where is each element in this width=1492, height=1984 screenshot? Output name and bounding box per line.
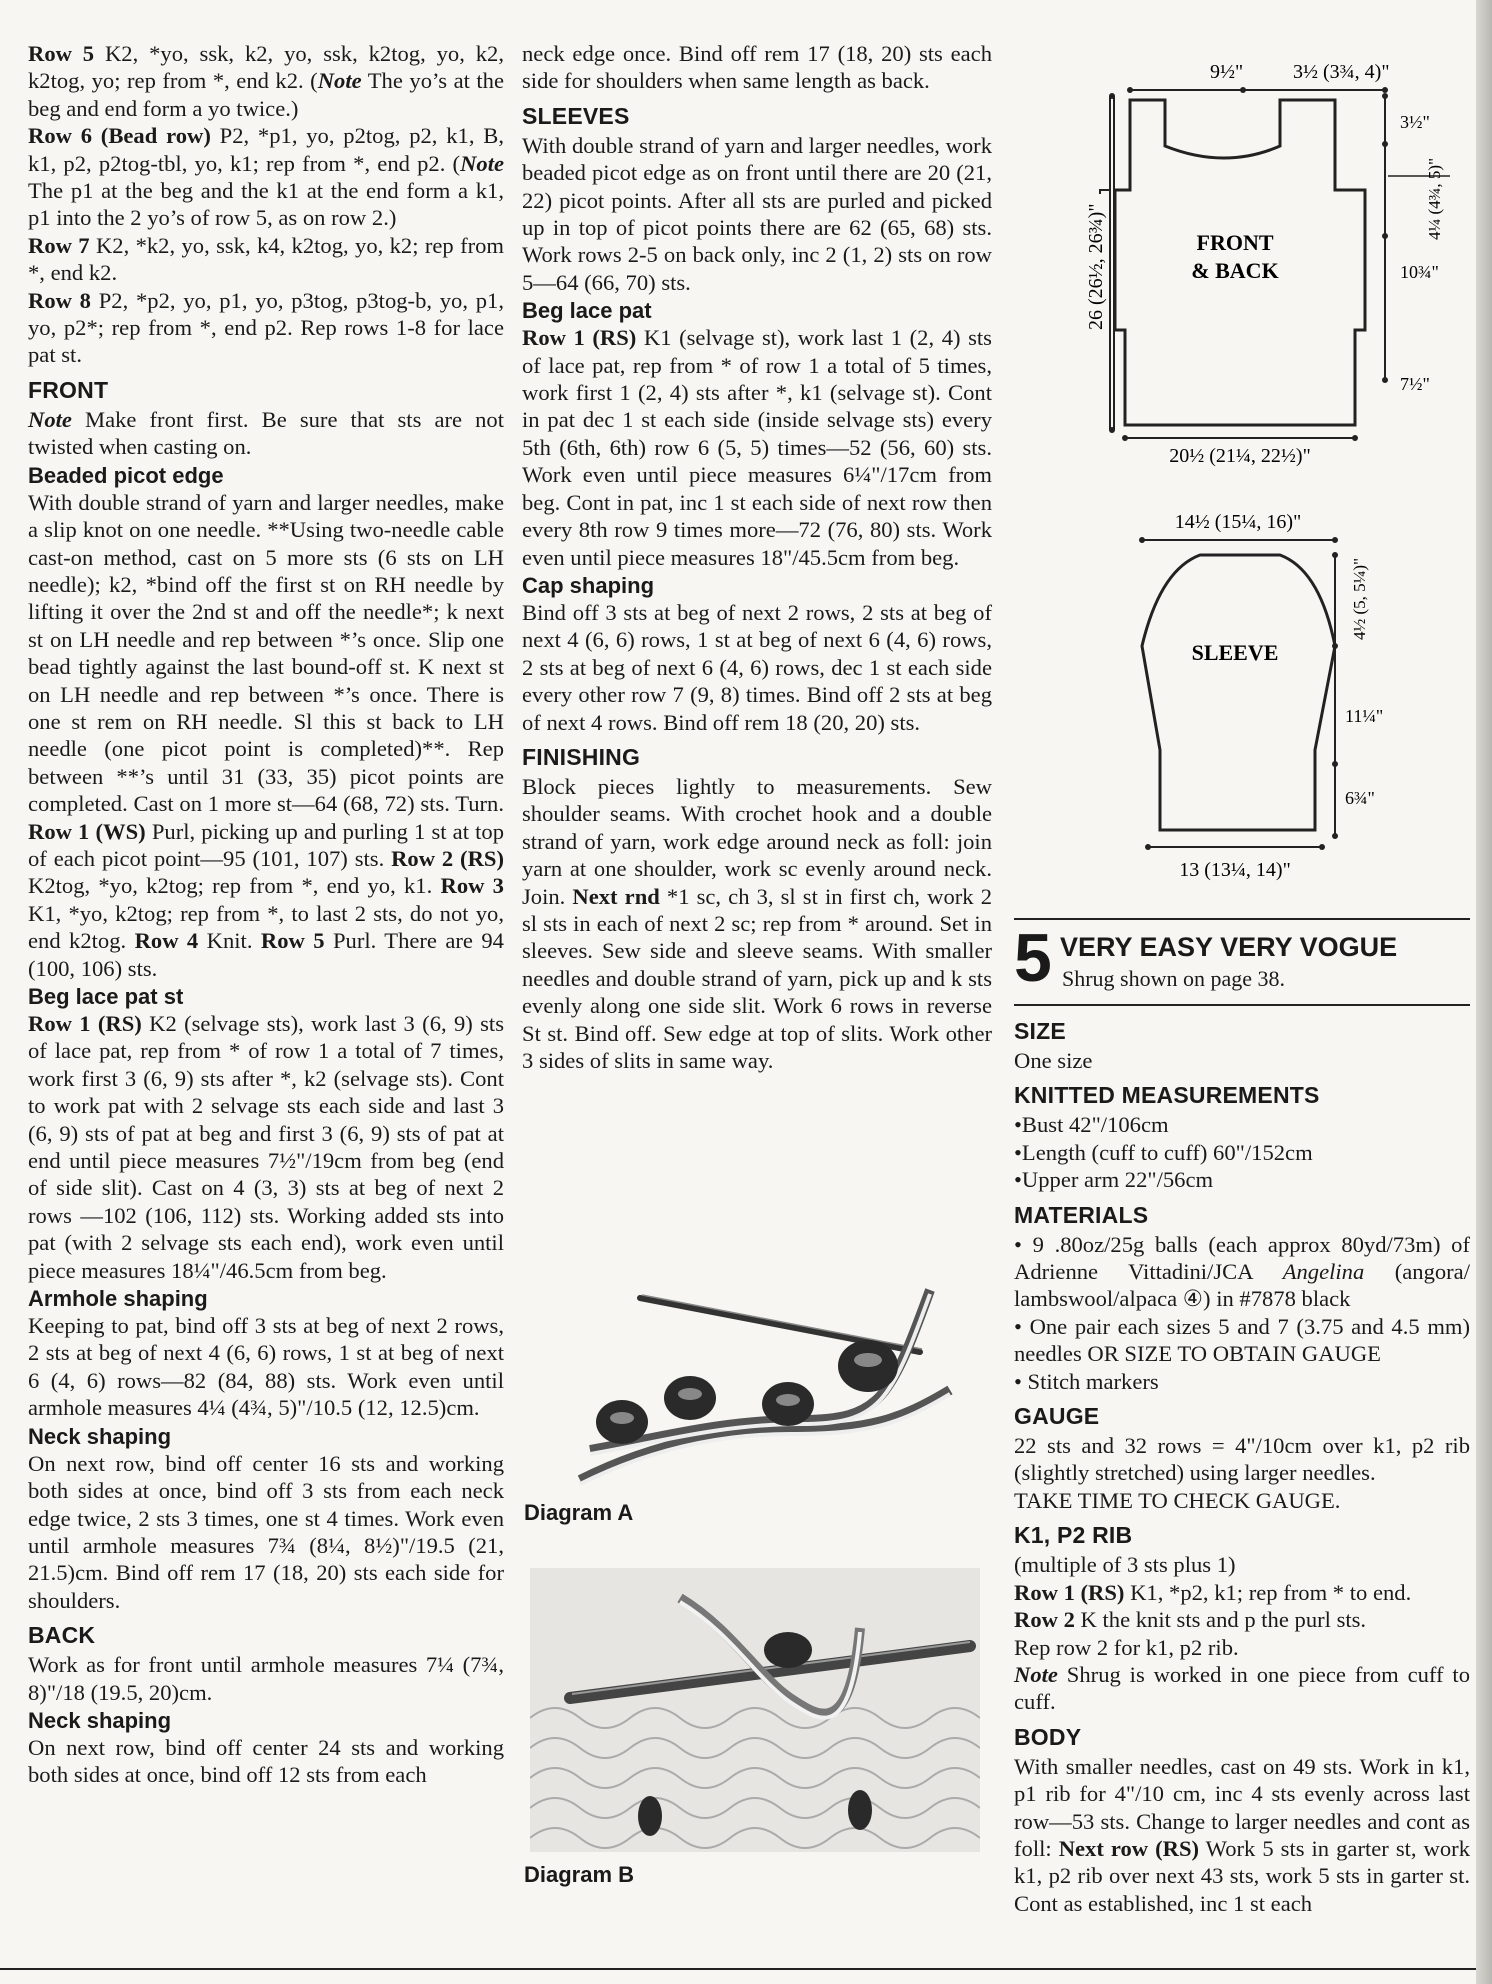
size-text: One size (1014, 1048, 1093, 1073)
column-2 (522, 40, 992, 1074)
front-heading: FRONT (28, 376, 109, 403)
measurement-length: •Length (cuff to cuff) 60"/152cm (1014, 1139, 1313, 1165)
cap-paragraph: Bind off 3 sts at beg of next 2 rows, 2 sts at beg of next 4 (6, 6) rows, 1 st at beg of next 6 (4, 6) rows, 2 sts at beg of next 6 (4, 6) rows, dec 1 st each side every other row 7 (9, 8) times. Bind off 2 sts at beg of next 4 rows. Bind off rem 18 (20, 20) sts. (522, 599, 992, 735)
sleeves-paragraph: With double strand of yarn and larger needles, work beaded picot edge as on front until there are 20 (21, 22) picot points. After all sts are purled and picked up in top of picot points there are 62 (65, 68) sts. Work rows 2-5 on back only, inc 2 (1, 2) sts on row 5—64 (66, 70) sts. (522, 132, 992, 295)
picot-heading: Beaded picot edge (28, 462, 224, 488)
rib-multiple: (multiple of 3 sts plus 1) (1014, 1552, 1236, 1578)
fb-label-2: & BACK (1191, 258, 1279, 283)
front-note: Note Make front first. Be sure that sts are not twisted when casting on. (28, 406, 504, 460)
diagram-a-label: Diagram A (524, 1500, 634, 1525)
material-yarn: • 9 .80oz/25g balls (each approx 80yd/73m) of Adrienne Vittadini/JCA Angelina (angora/ lambswool/alpaca ④) in #7878 black (1014, 1231, 1470, 1312)
diagram-b-background (530, 1568, 980, 1852)
rib-heading: K1, P2 RIB (1014, 1522, 1133, 1549)
sleeve-schematic (1139, 511, 1383, 881)
beg-lace-paragraph: Row 1 (RS) K2 (selvage sts), work last 3 (6, 9) sts of lace pat, rep from * of row 1 a total of 7 times, work first 3 (6, 9) sts after *, k2 (selvage sts). Cont to work pat with 2 selvage sts each side and last 3 (6, 9) sts of pat at beg and first 3 (6, 9) sts of pat at end until piece measures 7½"/19cm from beg (end of side slit). Cast on 4 (3, 3) sts at beg of next 2 rows —102 (106, 112) sts. Working added sts into pat (with 2 selvage sts each end), work even until piece measures 18¼"/46.5cm from beg. (28, 1011, 504, 1283)
body-paragraph: With smaller needles, cast on 49 sts. Work in k1, p1 rib for 4"/10 cm, inc 4 sts evenly across last row—53 sts. Change to larger needles and cont as foll: Next row (RS) Work 5 sts in garter st, work k1, p2 rib over next 43 sts, work 5 sts in garter st. Cont as established, inc 1 st each (1014, 1753, 1470, 1916)
neck-paragraph: On next row, bind off center 16 sts and working both sides at once, bind off 3 sts from each neck edge twice, 2 sts 3 times, one st 4 times. Work even until armhole measures 7¾ (8¼, 8½)"/19.5 (21, 21.5)cm. Bind off rem 17 (18, 20) sts each side for shoulders. (28, 1450, 504, 1613)
section-5-header (1014, 918, 1470, 996)
neck-heading: Neck shaping (28, 1423, 172, 1449)
row6-paragraph: Row 6 (Bead row) P2, *p1, yo, p2tog, p2, k1, B, k1, p2, p2tog-tbl, yo, k1; rep from *, end p2. (Note The p1 at the beg and the k1 at the end form a k1, p1 into the 2 yo’s of row 5, as on row 2.) (28, 123, 504, 231)
bead-2-hole (678, 1388, 702, 1400)
sleeve-lace-paragraph: Row 1 (RS) K1 (selvage st), work last 1 (2, 4) sts of lace pat, rep from * of row 1 a total of 5 times, work first 1 (2, 4) sts after *, k1 (selvage st). Cont in pat dec 1 st each side (inside selvage sts) every 5th (6th, 6th) row 6 (5, 5) times—52 (56, 60) sts. Work even until piece measures 6¼"/17cm from beg. Cont in pat, inc 1 st each side of next row then every 8th row 9 times more—72 (76, 80) sts. Work even until piece measures 18"/45.5cm from beg. (522, 325, 992, 570)
neck2-heading: Neck shaping (28, 1707, 172, 1733)
row8-paragraph: Row 8 P2, *p2, yo, p1, yo, p3tog, p3tog-b, yo, p1, yo, p2*; rep from *, end p2. Rep rows 1-8 for lace pat st. (28, 287, 504, 368)
sleeve-outline (1142, 555, 1335, 830)
column-3 (1014, 1010, 1470, 1917)
rib-row-2: Row 2 K the knit sts and p the purl sts. (1014, 1607, 1367, 1633)
diagram-b-label: Diagram B (524, 1862, 635, 1887)
cap-heading: Cap shaping (522, 572, 655, 598)
fb-left-dim: 26 (26½, 26¾)" (1085, 203, 1107, 330)
armhole-heading: Armhole shaping (28, 1286, 208, 1312)
gauge-check: TAKE TIME TO CHECK GAUGE. (1014, 1487, 1341, 1513)
sleeves-heading: SLEEVES (522, 102, 630, 129)
neck-continued: neck edge once. Bind off rem 17 (18, 20) sts each side for shoulders when same length as back. (522, 41, 992, 94)
bottom-rule (0, 1968, 1476, 1970)
finishing-heading: FINISHING (522, 743, 641, 770)
neck2-paragraph: On next row, bind off center 24 sts and working both sides at once, bind off 12 sts from each (28, 1734, 504, 1788)
bead-b-3 (848, 1790, 872, 1830)
fb-right-dim-3: 10¾" (1400, 262, 1439, 282)
picot-paragraph: With double strand of yarn and larger needles, make a slip knot on one needle. **Using two-needle cable cast-on method, cast on 5 more sts (6 sts on LH needle); k2, *bind off the first st on RH needle by lifting it over the 2nd st and off the needle*; k next st on LH needle and rep between *’s once. Slip one bead tightly against the last bound-off st. K next st on LH needle and rep between *’s once. There is one st rem on RH needle. Sl this st back to LH needle (one picot point is completed)**. Rep between **’s until 31 (33, 35) picot points are completed. Cast on 1 more st—64 (68, 72) sts. Turn. Row 1 (WS) Purl, picking up and purling 1 st at top of each picot point—95 (101, 107) sts. Row 2 (RS) K2tog, *yo, k2tog; rep from *, end yo, k1. Row 3 K1, *yo, k2tog; rep from *, to last 2 sts, do not yo, end k2tog. Row 4 Knit. Row 5 Purl. There are 94 (100, 106) sts. (28, 489, 504, 981)
body-heading: BODY (1014, 1723, 1082, 1750)
material-markers: • Stitch markers (1014, 1368, 1159, 1394)
fb-label-1: FRONT (1196, 230, 1274, 255)
shown-on-page: Shrug shown on page 38. (1062, 966, 1286, 991)
diagram-b-illustration (530, 1568, 980, 1852)
sl-bottom-dim: 13 (13¼, 14)" (1179, 859, 1291, 881)
sl-right-dim-1: 4½ (5, 5¼)" (1350, 557, 1369, 640)
fb-right-dim-2: 4¼ (4¾, 5)" (1425, 157, 1444, 240)
sl-right-dim-3: 6¾" (1345, 788, 1375, 808)
bead-b-1 (764, 1632, 812, 1668)
diagram-a-illustration (560, 1270, 980, 1500)
row5-paragraph: Row 5 K2, *yo, ssk, k2, yo, ssk, k2tog, yo, k2, k2tog, yo; rep from *, end k2. (Note The yo’s at the beg and end form a yo twice.) (28, 41, 505, 121)
bead-4-hole (854, 1353, 882, 1367)
material-needles: • One pair each sizes 5 and 7 (3.75 and 4.5 mm) needles OR SIZE TO OBTAIN GAUGE (1014, 1313, 1470, 1367)
size-heading: SIZE (1014, 1018, 1066, 1044)
schematic-diagrams (1050, 50, 1490, 890)
back-heading: BACK (28, 1622, 96, 1649)
gauge-text: 22 sts and 32 rows = 4"/10cm over k1, p2 rib (slightly stretched) using larger needles. (1014, 1433, 1470, 1486)
fb-bottom-dim: 20½ (21¼, 22½)" (1169, 445, 1311, 467)
beg-lace-heading: Beg lace pat st (28, 984, 184, 1009)
measurement-upper-arm: •Upper arm 22"/56cm (1014, 1167, 1214, 1193)
front-back-schematic (1085, 61, 1450, 467)
rib-repeat: Rep row 2 for k1, p2 rib. (1014, 1634, 1239, 1660)
rib-row-1: Row 1 (RS) K1, *p2, k1; rep from * to end. (1014, 1579, 1412, 1605)
fb-right-dim-4: 7½" (1400, 374, 1430, 394)
sl-top-dim: 14½ (15¼, 16)" (1174, 511, 1302, 533)
measurement-bust: •Bust 42"/106cm (1014, 1112, 1169, 1138)
pattern-number: 5 (1014, 920, 1052, 996)
sleeve-lace-heading: Beg lace pat (522, 298, 652, 324)
bead-3-hole (776, 1394, 800, 1406)
needle-highlight (642, 1295, 922, 1349)
fb-top-left-dim: 9½" (1210, 61, 1244, 83)
shrug-note: Note Shrug is worked in one piece from cuff to cuff. (1014, 1661, 1470, 1715)
bead-b-2 (638, 1796, 662, 1836)
knitted-measurements-heading: KNITTED MEASUREMENTS (1014, 1082, 1320, 1109)
gauge-heading: GAUGE (1014, 1403, 1100, 1430)
bead-1-hole (610, 1412, 634, 1424)
finishing-paragraph: Block pieces lightly to measurements. Sew shoulder seams. With crochet hook and a double strand of yarn, work edge around neck as foll: join yarn at one shoulder, work sc evenly around neck. Join. Next rnd *1 sc, ch 3, sl st in first ch, work 2 sl sts in each of next 2 sc; rep from * around. Set in sleeves. Sew side and sleeve seams. With smaller needles and double strand of yarn, pick up and k sts evenly along one side slit. Work 6 rows in reverse St st. Bind off. Sew edge at top of slits. Work other 3 sides of slits in same way. (522, 773, 992, 1073)
materials-heading: MATERIALS (1014, 1201, 1149, 1228)
column-1 (28, 40, 504, 1789)
row7-paragraph: Row 7 K2, *k2, yo, ssk, k4, k2tog, yo, k2; rep from *, end k2. (28, 232, 504, 286)
armhole-paragraph: Keeping to pat, bind off 3 sts at beg of next 2 rows, 2 sts at beg of next 4 (6, 6) rows, 1 st at beg of next 6 (4, 6) rows—82 (84, 88) sts. Work even until armhole measures 4¼ (4¾, 5)"/10.5 (12, 12.5)cm. (28, 1313, 504, 1421)
sleeve-label: SLEEVE (1191, 640, 1279, 665)
fb-right-dim-1: 3½" (1400, 112, 1430, 132)
sl-right-dim-2: 11¼" (1345, 706, 1384, 726)
section-5-top-rule (1014, 918, 1470, 920)
skill-level: VERY EASY VERY VOGUE (1060, 932, 1398, 962)
back-paragraph: Work as for front until armhole measures 7¼ (7¾, 8)"/18 (19.5, 20)cm. (28, 1652, 504, 1705)
section-5-bottom-rule (1014, 1004, 1470, 1006)
fb-top-right-dim: 3½ (3¾, 4)" (1293, 61, 1390, 83)
